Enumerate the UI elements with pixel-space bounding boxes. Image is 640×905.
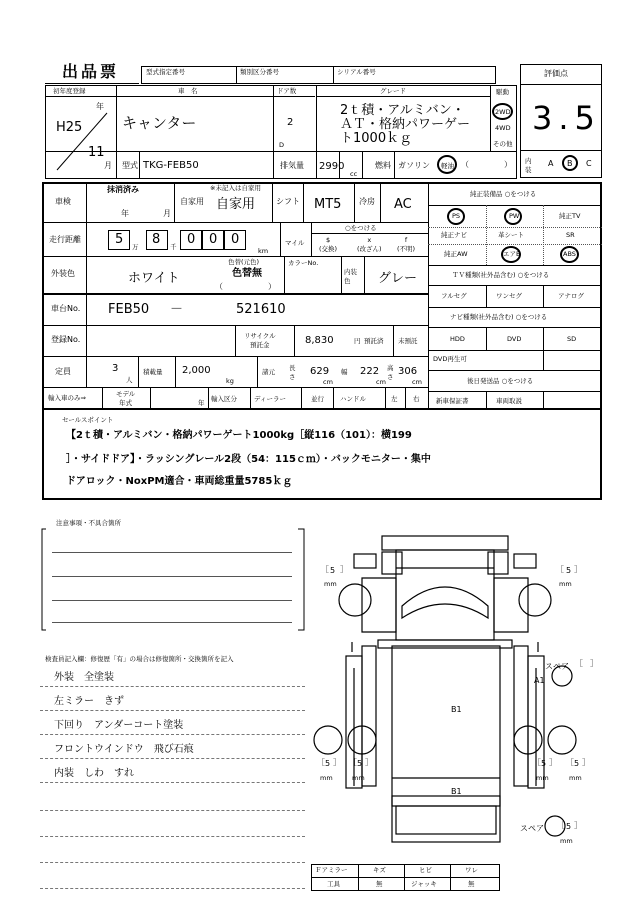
mileage-digit-1: 5 [115,232,124,247]
depth-rear-4-br: ］ [582,758,590,767]
drive-2wd: 2WD [495,108,511,116]
mileage-digit-4: 0 [209,232,218,247]
interior-grade-c: C [586,159,592,168]
equipment-title: 純正装備品 ○をつける [470,190,537,198]
car-name: キャンター [122,114,197,132]
meter-note: ○をつける [345,224,377,232]
chassis-label: 車台No. [51,304,81,313]
equipment-navi: 純正ナビ [441,231,467,239]
tv-oneseg: ワンセグ [496,292,522,300]
depth-unit-rear-1: mm [320,774,333,782]
sales-points-line-2: ］・サイドドア】・ラッシングレール2段（54：115ｃｍ）・バックモニター・集中 [66,454,431,465]
note-item-1: 外装 全塗装 [54,672,114,683]
sales-points-line-1: 【2ｔ積・アルミバン・格納パワーゲート1000kg［縦116（101）：横199 [66,430,412,441]
depth-rear-1-bl: ［ [317,758,325,767]
fuel-paren-close: ） [504,160,512,169]
depth-mark-front-left-bracket-r: ］ [340,565,348,574]
equipment-ps-circle [447,208,465,225]
height-value: 306 [398,366,418,377]
new-car-warranty: 新車保証書 [436,397,469,405]
import-class-label: 輸入区分 [211,395,237,403]
depth-unit-rear-2: mm [352,774,365,782]
form-title: 出品票 [62,62,120,81]
zone-b1-upper: B1 [451,705,462,714]
model-code: TKG-FEB50 [143,160,199,171]
notes-box [40,526,308,634]
legend-header-1: Ｆアミラー [315,866,348,874]
depth-mark-front-left: 5 [330,566,336,575]
doors-label: ドア数 [277,87,297,95]
ac-label: 冷房 [359,197,375,206]
ac-value: AC [394,197,412,212]
recycle-unit: 円 [354,337,361,345]
door-suffix: D [279,141,285,149]
equipment-pw: PW [509,212,520,220]
door-count: 2 [287,117,294,128]
color-paren-open: （ [215,282,223,291]
legend-header-3: ヒビ [419,866,432,874]
grade-line-1: 2ｔ積・アルミバン・ [340,103,465,118]
equipment-abs-circle [560,246,579,263]
navi-dvd: DVD [507,335,522,343]
load-value: 2,000 [182,365,211,376]
tv-fullseg: フルセグ [441,292,467,300]
depth-rear-3-bl: ［ [533,758,541,767]
first-registration-label: 初年度登録 [53,87,86,95]
mileage-digit-3: 0 [187,232,196,247]
spare-lower-label: スペア [520,824,544,833]
chassis-dash: － [170,302,184,317]
color-paren-close: ） [268,282,276,291]
depth-mark-rear-3: 5 [541,759,547,768]
depth-unit-front-left: mm [324,580,337,588]
length-label: 長 さ [289,364,296,381]
registration-no-label: 登録No. [51,335,81,344]
spare-upper-bracket-l: ［ [575,659,583,668]
equipment-airbag: エアB [503,250,521,258]
width-label: 幅 [341,368,348,376]
mileage-label: 走行距離 [49,235,81,244]
equipment-pw-circle [504,208,522,225]
interior-grade-a: A [548,159,554,168]
grade-label: グレード [380,87,406,95]
fuel-gasoline: ガソリン [398,161,430,170]
import-parallel: 並行 [311,395,324,403]
note-item-4: フロントウインドウ 飛び石痕 [54,744,194,755]
serial-number-label: シリアル番号 [337,68,376,76]
mileage-sen-unit: 千 [170,243,177,251]
equipment-leather: 革シート [498,231,524,239]
spare-upper-label: スペア [545,662,569,671]
import-label: 輸入車のみ⇒ [48,394,86,402]
depth-rear-3-br: ］ [549,758,557,767]
chassis-prefix: FEB50 [108,302,150,317]
car-name-label: 車 名 [178,87,198,95]
grade-line-2: ＡＴ・格納パワーゲー [340,117,471,132]
depth-unit-spare: mm [560,837,573,845]
note-item-5: 内装 しわ すれ [54,768,134,779]
exterior-color-label: 外装色 [51,269,75,278]
interior-grade-label: 内装 [525,157,532,174]
load-label: 積載量 [143,368,163,376]
fuel-light-oil-circle [437,155,457,174]
grade-line-3: ト1000ｋｇ [340,131,413,146]
equipment-ps: PS [452,212,461,220]
mile-label: マイル [285,239,305,247]
width-value: 222 [360,366,380,377]
fuel-paren-open: （ [461,160,469,169]
legend-jack-label: ジャッキ [411,880,437,888]
title-underline [45,83,139,84]
dvd-playback: DVD再生可 [433,355,467,363]
later-shipping-title: 後日発送品 ○をつける [467,377,534,385]
drive-4wd: 4WD [495,124,511,132]
vehicle-manual: 車両取説 [496,397,522,405]
interior-grade-b: B [567,159,573,168]
meter-unknown: f (不明) [397,236,416,253]
first-registration-year: H25 [56,120,83,135]
drive-2wd-circle [492,103,513,120]
sales-points-line-3: ドアロック・NoxPM適合・車両総重量5785ｋｇ [66,476,293,487]
capacity-label: 定員 [55,367,71,376]
legend-tools-value: 無 [376,880,383,888]
displacement-value: 2990 [319,161,345,172]
legend-header-2: キズ [373,866,386,874]
exterior-color-value: ホワイト [128,271,180,286]
note-item-2: 左ミラー きず [54,696,124,707]
equipment-abs: ABS [563,250,576,258]
capacity-value: 3 [112,363,119,374]
interior-color-label: 内装 色 [344,268,357,285]
equipment-sr: SR [566,231,575,239]
depth-mark-front-right-bracket-r: ］ [574,565,582,574]
inspection-value: 抹消済み [107,185,139,194]
inspection-label: 車検 [55,197,71,206]
interior-grade-b-circle [562,155,578,171]
use-label: 自家用 [180,197,204,206]
depth-rear-2-bl: ［ [349,758,357,767]
use-note: ※未記入は自家用 [210,184,261,192]
recycle-paid: 預託済 [364,337,384,345]
equipment-aw: 純正AW [444,250,468,258]
drive-label: 駆動 [496,88,509,96]
first-registration-month: 11 [88,145,105,160]
chassis-number: 521610 [236,302,286,317]
displacement-unit: cc [350,170,358,178]
recycle-unpaid: 未預託 [398,337,418,345]
load-unit: kg [226,377,234,385]
inspection-month-unit: 月 [163,209,171,218]
model-year-label: モデル 年式 [116,390,136,407]
displacement-label: 排気量 [280,161,304,170]
class-number-label: 類別区分番号 [240,68,279,76]
depth-mark-front-left-bracket-l: ［ [321,565,329,574]
width-unit: cm [376,378,386,386]
zone-a1: A1 [534,676,545,685]
depth-mark-rear-1: 5 [325,759,331,768]
import-dealer: ディーラー [254,395,286,403]
depth-unit-front-right: mm [559,580,572,588]
year-unit: 年 [96,102,104,111]
navi-sd: SD [567,335,577,343]
legend-tools-label: 工具 [327,880,340,888]
depth-mark-spare: 5 [566,822,572,831]
equipment-tv: 純正TV [559,212,581,220]
use-value: 自家用 [216,197,256,212]
depth-rear-4-bl: ［ [566,758,574,767]
mileage-man-unit: 万 [132,243,139,251]
drive-other: その他 [493,140,513,148]
depth-mark-front-right: 5 [566,566,572,575]
spare-upper-bracket-r: ］ [590,659,598,668]
color-change-value: 色替無 [232,268,262,279]
depth-rear-1-br: ］ [333,758,341,767]
rating-label: 評価点 [544,69,568,78]
recycle-label: リサイクル 預託金 [244,332,276,349]
depth-mark-rear-2: 5 [357,759,363,768]
depth-mark-front-right-bracket-l: ［ [556,565,564,574]
header-codes-box [141,66,496,84]
handle-left: 左 [391,395,398,403]
height-unit: cm [412,378,422,386]
tv-analog: アナログ [558,292,584,300]
depth-unit-rear-3: mm [536,774,549,782]
interior-color-value: グレー [378,271,418,286]
fuel-light-oil: 軽油 [441,162,454,170]
shift-value: MT5 [314,197,342,212]
height-label: 高 さ [387,364,394,381]
depth-mark-rear-4: 5 [574,759,580,768]
meter-swap: $ (交換) [319,236,338,253]
color-change-label: 色替(元色) [228,258,260,266]
notes-title: 注意事項・不具合箇所 [56,519,121,527]
type-designation-label: 型式指定番号 [146,68,185,76]
model-year-unit: 年 [198,399,205,407]
depth-rear-2-br: ］ [365,758,373,767]
depth-unit-rear-4: mm [569,774,582,782]
note-item-3: 下回り アンダーコート塗装 [54,720,184,731]
sales-points-label: セールスポイント [62,416,114,424]
mileage-km-unit: km [258,247,269,255]
handle-right: 右 [413,395,420,403]
truck-damage-diagram [310,528,600,858]
length-value: 629 [310,366,330,377]
capacity-unit: 人 [126,376,133,384]
tv-type-title: ＴＶ種類(社外品含む) ○をつける [452,271,550,279]
navi-type-title: ナビ種類(社外品含む) ○をつける [450,313,548,321]
model-label: 型式 [122,161,138,170]
mileage-digit-2: 8 [152,232,161,247]
length-unit: cm [323,378,333,386]
meter-tamper: x (改ざん) [357,236,382,253]
rating-score: 3.5 [532,99,601,137]
equipment-airbag-circle [501,246,521,263]
zone-b1-lower: B1 [451,787,462,796]
depth-spare-br: ］ [574,821,582,830]
fuel-label: 燃料 [375,161,391,170]
shift-label: シフト [276,197,300,206]
dims-label: 諸元 [262,368,275,376]
inspection-year-unit: 年 [121,209,129,218]
depth-spare-bl: ［ [557,821,565,830]
month-unit: 月 [104,161,112,170]
inspector-note: 検査員記入欄：修復歴「有」の場合は修復箇所・交換箇所を記入 [45,655,234,663]
color-number-label: カラーNo. [288,259,319,267]
handle-label: ハンドル [340,395,366,403]
legend-jack-value: 無 [468,880,475,888]
navi-hdd: HDD [450,335,465,343]
mileage-digit-5: 0 [231,232,240,247]
legend-header-4: ワレ [465,866,478,874]
recycle-value: 8,830 [305,335,334,346]
